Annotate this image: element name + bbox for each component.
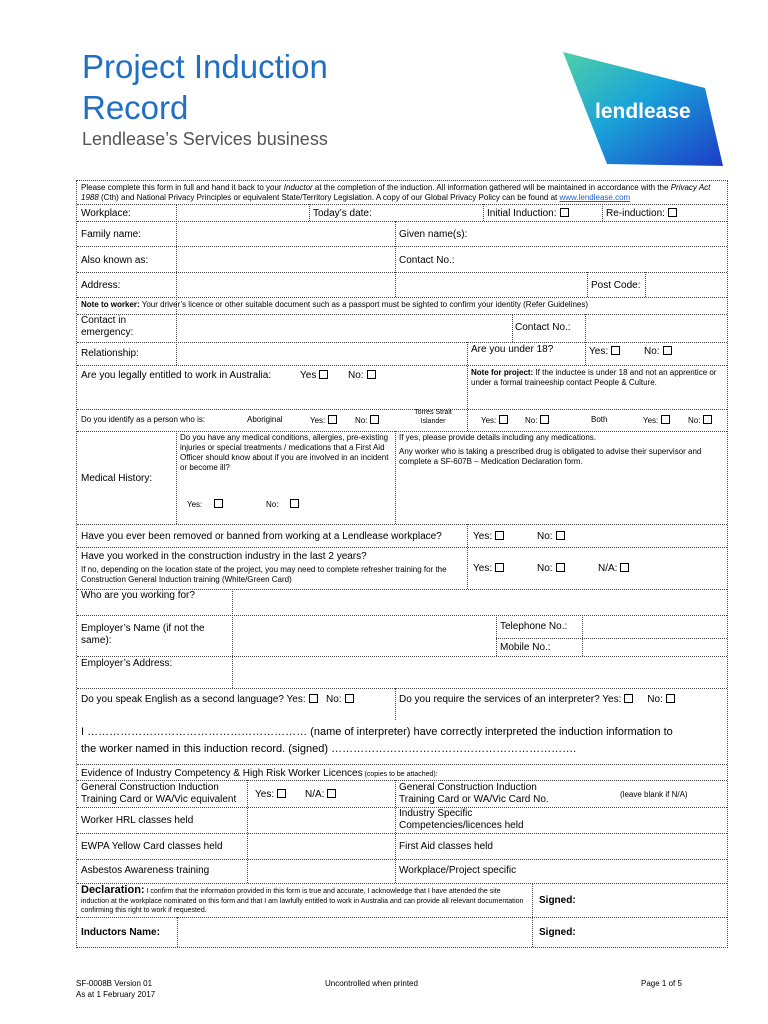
declaration-signed-label: Signed: [539,895,576,906]
aboriginal-no-checkbox[interactable] [370,415,379,424]
workplace-specific-label: Workplace/Project specific [399,865,517,876]
removed-no-checkbox[interactable] [556,531,565,540]
english-yes-checkbox[interactable] [309,694,318,703]
hrl-label: Worker HRL classes held [81,815,194,826]
employer-name-label: Employer’s Name (if not the same): [81,623,205,646]
working-for-field[interactable] [233,590,726,615]
entitled-yes-checkbox[interactable] [319,370,328,379]
declaration-text: Declaration: I confirm that the information provided in this form is true and accurate, I acknowledge that I have attended the site induction at the workplace nominated on this form and that I am lawfully entitled to work in Australia and can provide all relevant documentation confirming this right to work if requested. [81,884,524,914]
re-induction-checkbox[interactable] [668,208,677,217]
initial-induction-checkbox[interactable] [560,208,569,217]
worked-na: N/A: [598,563,629,575]
contact-emergency-label: Contact in emergency: [81,315,134,338]
contact-no-label: Contact No.: [399,255,455,266]
note-to-worker: Note to worker: Your driver’s licence or other suitable document such as a passport must be sighted to confirm your identity (Refer Guidelines) [81,300,589,309]
relationship-label: Relationship: [81,348,139,359]
todays-date-field[interactable] [396,205,482,221]
worked-construction-label: Have you worked in the construction industry in the last 2 years? [81,551,367,562]
both-label: Both [591,415,608,424]
entitled-yes: Yes [300,370,328,382]
gci-card-label: General Construction Induction Training Card or WA/Vic equivalent [81,782,237,805]
gci-na: N/A: [305,789,336,801]
torres-no: No: [525,415,549,426]
interpreter-statement-line1: I …………………………………………………… (name of interpreter) have correctly interpreted the induction information to [81,726,673,738]
telephone-label: Telephone No.: [500,621,568,632]
medical-question: Do you have any medical conditions, allergies, pre-existing injuries or special treatments / medications that a First Aid Officer should know about if you are involved in an incident or become ill? [180,433,389,472]
torres-yes-checkbox[interactable] [499,415,508,424]
contact-no2-field[interactable] [586,315,726,342]
entitled-no: No: [348,370,376,382]
post-code-label: Post Code: [591,280,641,291]
induction-form [76,180,728,948]
interpreter-yes-checkbox[interactable] [624,694,633,703]
under-18-no: No: [644,346,672,358]
torres-label: Torres Strait Islander [414,409,452,425]
hrl-field[interactable] [248,808,394,833]
medical-no-checkbox[interactable] [290,499,299,508]
footer-uncontrolled: Uncontrolled when printed [325,979,418,988]
medical-history-label: Medical History: [81,473,153,484]
intro-text: Please complete this form in full and hand it back to your Inductor at the completion of the induction. All information gathered will be maintained in accordance with the Privacy Act 1988 (Cth) and National Privacy Principles or equivalent State/Territory Legislation. A copy of our Global Privacy Policy can be found at www.lendlease.com [81,183,711,202]
footer-form-id: SF-0008B Version 01 As at 1 February 2017 [76,979,156,999]
todays-date-label: Today’s date: [313,208,372,219]
worked-yes-checkbox[interactable] [495,563,504,572]
identify-label: Do you identify as a person who is: [81,415,206,424]
declaration-signature-field[interactable] [587,884,726,917]
aboriginal-label: Aboriginal [247,415,283,424]
interpreter-statement-line2: the worker named in this induction record. (signed) …………………………………………………………. [81,743,577,755]
removed-no: No: [537,531,565,543]
contact-no2-label: Contact No.: [515,322,571,333]
page-title: Project Induction Record [82,48,328,126]
employer-name-field[interactable] [233,616,495,656]
gci-card-no-label: General Construction Induction Training Card or WA/Vic Card No. [399,782,549,805]
medical-details-label: If yes, please provide details including any medications. [399,433,596,442]
medical-yes-checkbox[interactable] [214,499,223,508]
ewpa-label: EWPA Yellow Card classes held [81,841,223,852]
employer-address-label: Employer’s Address: [81,658,173,669]
torres-no-checkbox[interactable] [540,415,549,424]
family-name-field[interactable] [177,222,394,246]
asbestos-field[interactable] [248,860,394,883]
medical-no: No: [266,499,299,510]
post-code-field[interactable] [646,273,726,297]
inductor-signed-label: Signed: [539,927,576,938]
medical-yes: Yes: [187,499,223,510]
both-no: No: [688,415,712,426]
note-for-project: Note for project: If the inductee is under 18 and not an apprentice or under a formal traineeship contact People & Culture. [471,368,717,387]
medical-drug-note: Any worker who is taking a prescribed drug is obligated to advise their supervisor and complete a SF-607B – Medication Declaration form. [399,447,702,466]
interpreter-no-checkbox[interactable] [666,694,675,703]
telephone-field[interactable] [583,616,726,638]
also-known-field[interactable] [177,247,394,272]
under-18-no-checkbox[interactable] [663,346,672,355]
both-no-checkbox[interactable] [703,415,712,424]
relationship-field[interactable] [177,343,466,365]
given-names-label: Given name(s): [399,229,468,240]
contact-emergency-field[interactable] [177,315,511,342]
entitled-no-checkbox[interactable] [367,370,376,379]
evidence-heading: Evidence of Industry Competency & High Risk Worker Licences (copies to be attached): [81,768,438,779]
inductors-name-label: Inductors Name: [81,927,160,938]
entitled-label: Are you legally entitled to work in Australia: [81,370,272,381]
gci-yes: Yes: [255,789,286,801]
address-label: Address: [81,280,121,291]
inductor-signature-field[interactable] [587,918,726,947]
english-second-label: Do you speak English as a second language? Yes: No: [81,694,354,706]
worked-no-checkbox[interactable] [556,563,565,572]
english-no-checkbox[interactable] [345,694,354,703]
asbestos-label: Asbestos Awareness training [81,865,210,876]
initial-induction-label: Initial Induction: [487,208,569,220]
removed-yes: Yes: [473,531,504,543]
under-18-yes-checkbox[interactable] [611,346,620,355]
gci-yes-checkbox[interactable] [277,789,286,798]
industry-specific-label: Industry Specific Competencies/licences held [399,808,524,831]
torres-yes: Yes: [481,415,508,426]
re-induction-label: Re-induction: [606,208,677,220]
removed-yes-checkbox[interactable] [495,531,504,540]
lendlease-logo [555,50,725,168]
aboriginal-yes: Yes: [310,415,337,426]
svg-text:lendlease: lendlease [595,100,691,123]
removed-label: Have you ever been removed or banned from working at a Lendlease workplace? [81,531,442,542]
worked-no: No: [537,563,565,575]
privacy-policy-link[interactable]: www.lendlease.com [559,193,631,202]
family-name-label: Family name: [81,229,142,240]
both-yes-checkbox[interactable] [661,415,670,424]
inductors-name-field[interactable] [178,918,531,947]
aboriginal-no: No: [355,415,379,426]
under-18-label: Are you under 18? [471,344,554,355]
leave-blank-note: (leave blank if N/A) [620,790,688,799]
worked-yes: Yes: [473,563,504,575]
workplace-field[interactable] [177,205,308,221]
employer-address-field[interactable] [233,657,726,688]
working-for-label: Who are you working for? [81,590,195,601]
given-names-field[interactable] [483,222,726,246]
gci-na-checkbox[interactable] [327,789,336,798]
worked-na-checkbox[interactable] [620,563,629,572]
first-aid-label: First Aid classes held [399,841,493,852]
footer-page-number: Page 1 of 5 [641,979,682,988]
interpreter-question: Do you require the services of an interpreter? Yes: No: [399,694,675,706]
ewpa-field[interactable] [248,834,394,859]
worked-construction-note: If no, depending on the location state of the project, you may need to complete refresher training for the Construction General Induction training (White/Green Card) [81,565,447,584]
mobile-field[interactable] [583,639,726,656]
mobile-label: Mobile No.: [500,642,551,653]
page-subtitle: Lendlease’s Services business [82,129,328,149]
contact-no-field[interactable] [483,247,726,272]
workplace-label: Workplace: [81,208,131,219]
both-yes: Yes: [643,415,670,426]
address-field[interactable] [177,273,586,297]
aboriginal-yes-checkbox[interactable] [328,415,337,424]
also-known-label: Also known as: [81,255,149,266]
under-18-yes: Yes: [589,346,620,358]
